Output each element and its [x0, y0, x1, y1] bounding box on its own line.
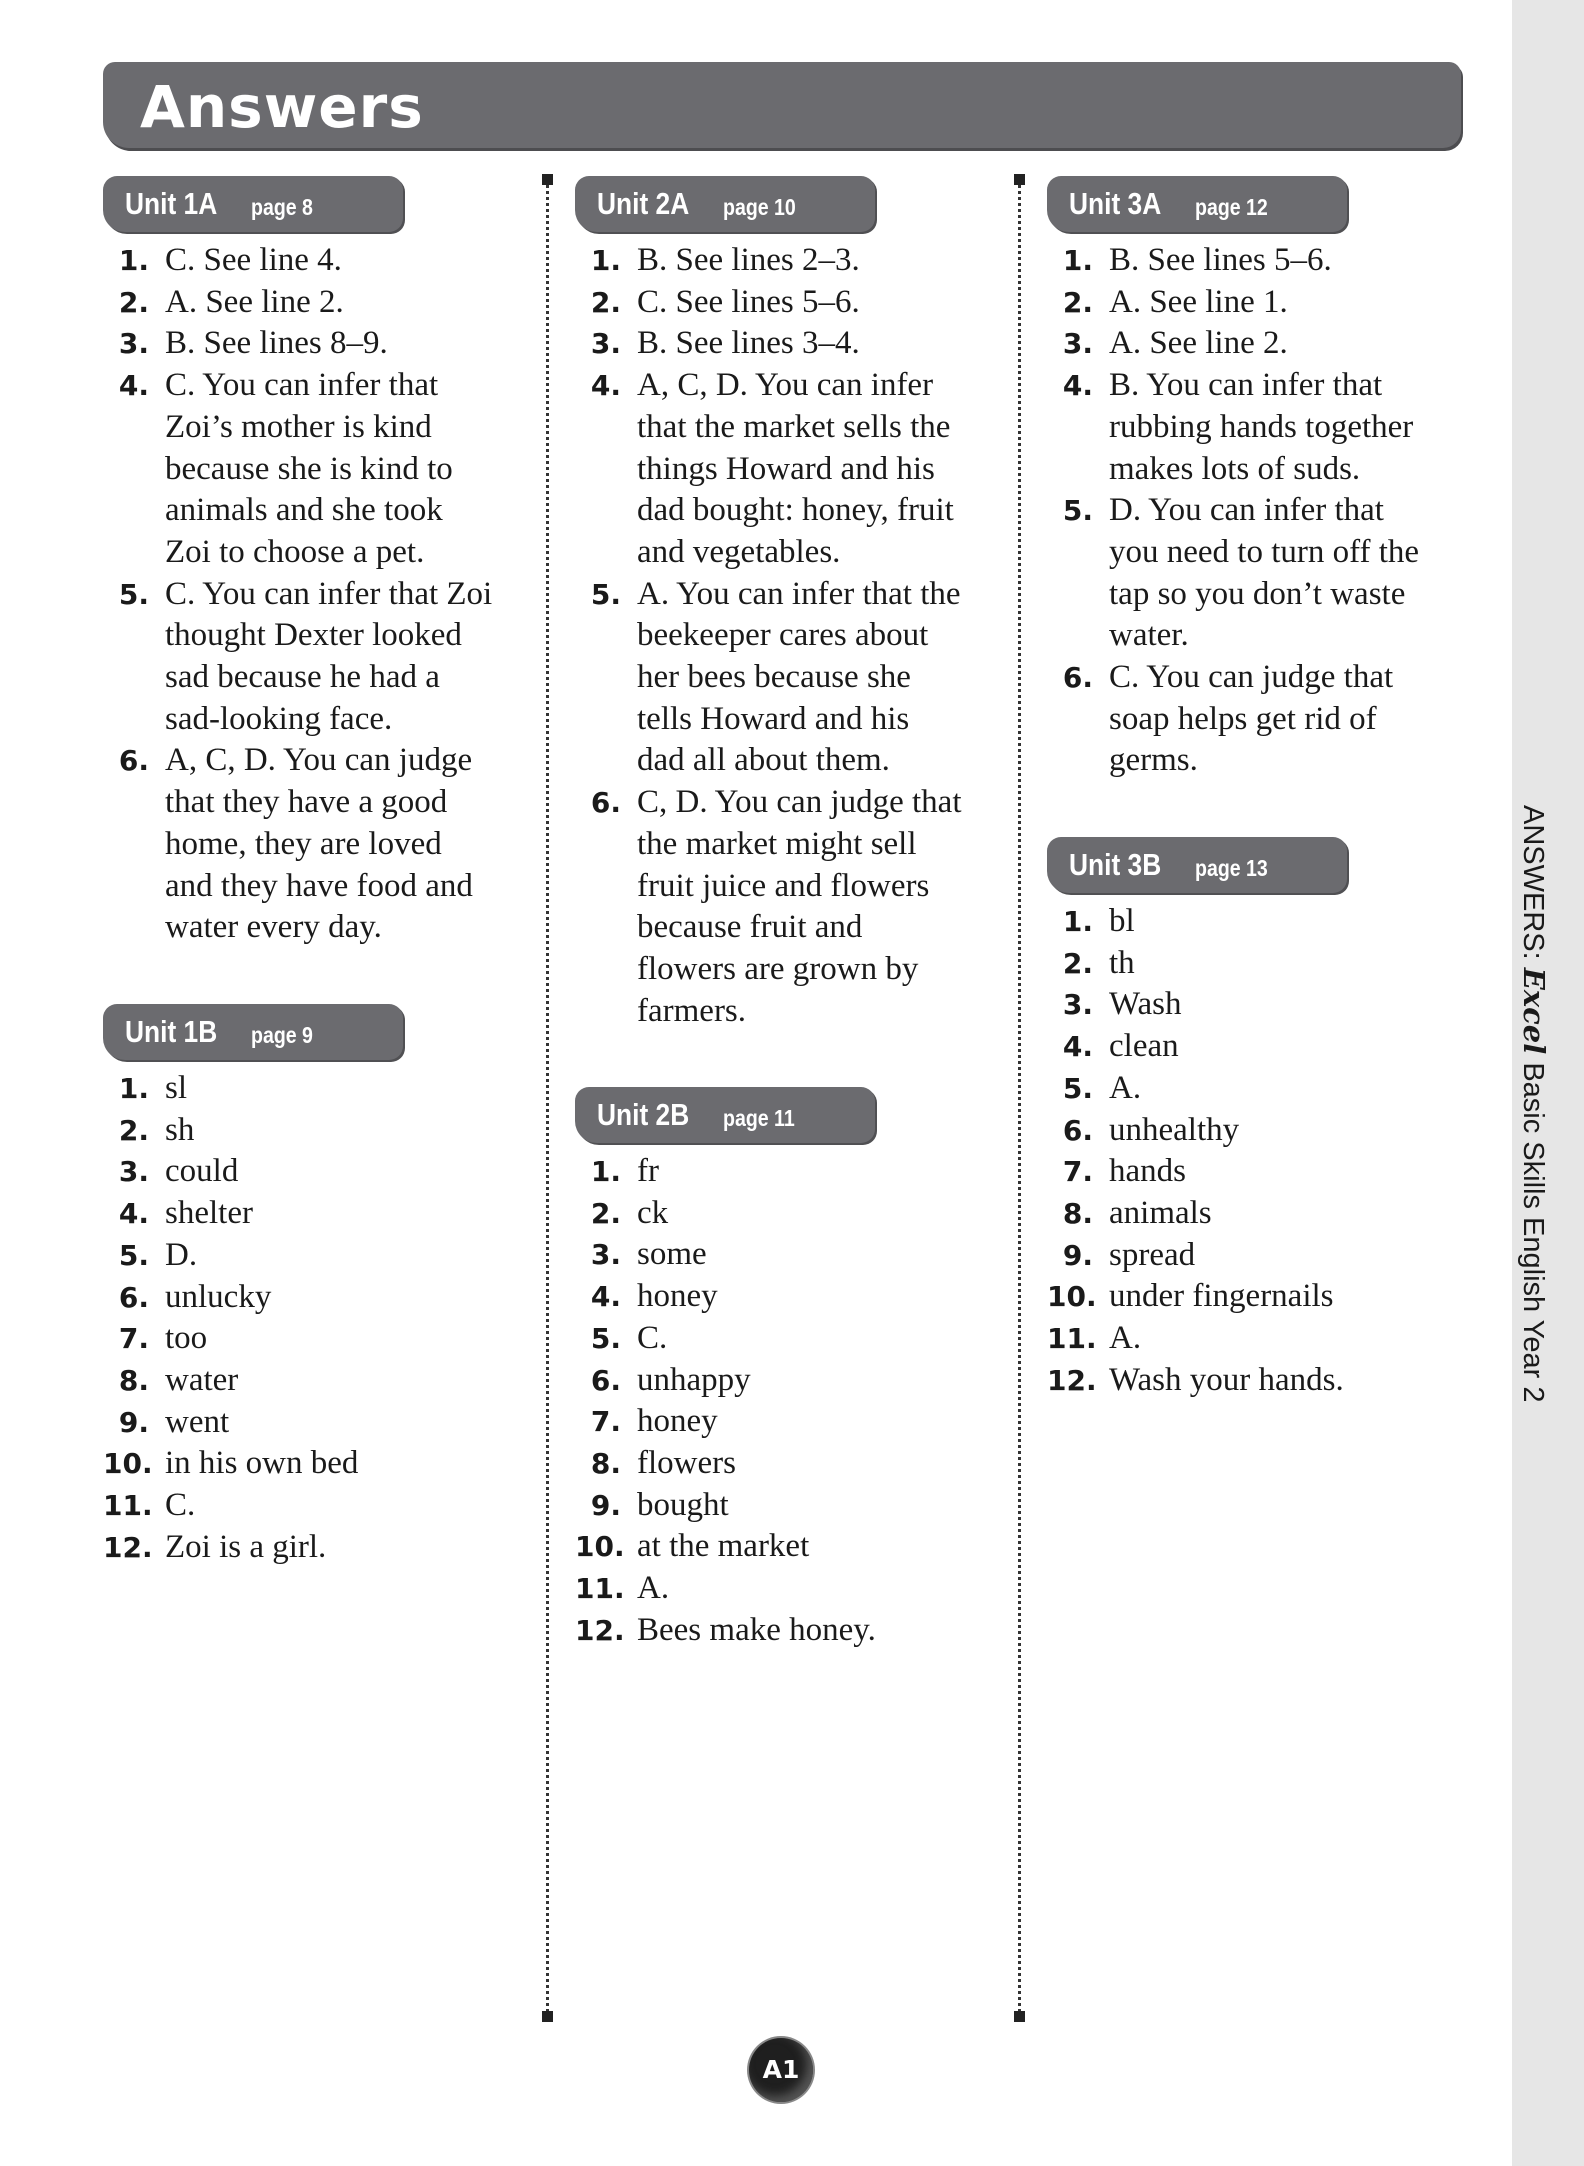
answer-list [1047, 901, 1467, 1401]
answer-number: 6. [1062, 661, 1093, 695]
answer-text-line: C. See line 4. [165, 242, 342, 278]
answer-text-line: C. You can infer that [165, 367, 439, 404]
answer-item [103, 1443, 523, 1485]
answer-text-line: D. You can infer that [1109, 492, 1384, 529]
answer-text-line: too [165, 1320, 208, 1357]
answer-list [1047, 240, 1467, 782]
answer-text-line: C. You can judge that [1109, 659, 1394, 696]
answer-text-line: tells Howard and his [637, 700, 910, 737]
answer-text-line: C, D. You can judge that [637, 784, 962, 821]
answer-item [1047, 1235, 1467, 1277]
answer-list [103, 240, 523, 949]
answer-item [1047, 1026, 1467, 1068]
unit-header-tab [103, 176, 403, 232]
answer-text-line: fruit juice and flowers [637, 867, 930, 904]
answer-number: 1. [1062, 244, 1093, 277]
answer-text-line: Wash [1109, 986, 1182, 1023]
answer-text-line: spread [1109, 1236, 1196, 1273]
answer-number: 8. [118, 1363, 149, 1397]
answer-text-line: A. [637, 1570, 670, 1607]
answer-item [1047, 1151, 1467, 1193]
answer-item [103, 1235, 523, 1277]
answer-text-line: Zoi to choose a pet. [165, 533, 425, 570]
answer-item [575, 1276, 995, 1318]
answer-number: 4. [590, 369, 621, 403]
unit-page-ref: page 8 [251, 194, 313, 220]
answer-number: 6. [118, 744, 149, 778]
answer-text-line: bl [1109, 903, 1135, 939]
answer-number: 2. [118, 285, 149, 319]
answer-number: 5. [590, 577, 621, 611]
answer-item [575, 240, 995, 282]
answer-item [103, 365, 523, 574]
answer-text-line: bought [637, 1486, 729, 1523]
unit-page-ref: page 9 [251, 1022, 313, 1048]
answer-text-line: went [165, 1403, 230, 1440]
answer-number: 4. [118, 369, 149, 403]
unit-page-ref: page 10 [723, 194, 796, 220]
answer-item [1047, 282, 1467, 324]
answer-item [103, 1068, 523, 1110]
answer-text-line: C. See lines 5–6. [637, 283, 860, 320]
answer-text-line: under fingernails [1109, 1278, 1334, 1315]
answer-text-line: C. [165, 1487, 196, 1524]
answer-item [1047, 1193, 1467, 1235]
answer-item [1047, 943, 1467, 985]
answer-text-line: in his own bed [165, 1445, 359, 1482]
answer-text-line: thought Dexter looked [165, 617, 462, 654]
column-divider [1018, 178, 1021, 2018]
answer-text-line: hands [1109, 1153, 1186, 1190]
answer-number: 1. [590, 1155, 621, 1188]
answer-item [103, 740, 523, 949]
answer-item [575, 782, 995, 1032]
answer-number: 4. [590, 1280, 621, 1314]
page-number-badge: A1 [749, 2038, 813, 2102]
answer-item [1047, 901, 1467, 943]
answer-item [103, 1402, 523, 1444]
answer-text-line: A. See line 1. [1109, 283, 1288, 320]
answer-item [103, 1318, 523, 1360]
unit-page-ref: page 11 [723, 1105, 795, 1131]
answer-text-line: A, C, D. You can judge [165, 742, 473, 779]
answer-item [575, 1151, 995, 1193]
answer-number: 8. [590, 1446, 621, 1480]
answer-number: 6. [590, 1363, 621, 1397]
answer-item [103, 240, 523, 282]
answer-number: 3. [118, 327, 149, 361]
answer-text-line: that the market sells the [637, 408, 951, 445]
answer-text-line: rubbing hands together [1109, 408, 1414, 445]
answer-text-line: some [637, 1236, 707, 1273]
answer-number: 12. [575, 1613, 625, 1647]
answer-number: 4. [1062, 369, 1093, 403]
answer-item [575, 1234, 995, 1276]
answer-number: 8. [1062, 1196, 1093, 1230]
answer-item [103, 1527, 523, 1569]
answer-item [575, 1193, 995, 1235]
answer-text-line: her bees because she [637, 659, 911, 696]
answer-number: 5. [118, 577, 149, 611]
answer-number: 6. [1062, 1113, 1093, 1147]
answer-item [575, 1401, 995, 1443]
answer-item [575, 1485, 995, 1527]
unit-header-tab [1047, 176, 1347, 232]
answer-number: 10. [1047, 1280, 1097, 1314]
answer-text-line: water [165, 1361, 239, 1398]
answer-section [103, 176, 523, 949]
answer-item [575, 1318, 995, 1360]
answer-text-line: because fruit and [637, 909, 863, 946]
answer-text-line: could [165, 1153, 239, 1190]
answer-item [575, 574, 995, 783]
answer-text-line: sad-looking face. [165, 700, 393, 737]
answer-text-line: th [1109, 944, 1135, 981]
answer-text-line: Wash your hands. [1109, 1361, 1344, 1398]
answer-item [1047, 365, 1467, 490]
answer-item [103, 1151, 523, 1193]
answer-number: 3. [118, 1155, 149, 1189]
answer-text-line: honey [637, 1403, 718, 1440]
answer-text-line: D. [165, 1236, 198, 1273]
answer-number: 5. [590, 1321, 621, 1355]
answer-number: 1. [118, 244, 149, 277]
answer-text-line: water. [1109, 617, 1189, 654]
answer-text-line: germs. [1109, 742, 1198, 779]
answer-text-line: A. See line 2. [1109, 325, 1288, 362]
answer-text-line: and vegetables. [637, 533, 841, 570]
running-footer [1517, 805, 1551, 1403]
answer-number: 9. [590, 1488, 621, 1522]
answer-number: 3. [590, 1238, 621, 1272]
answer-text-line: because she is kind to [165, 450, 453, 487]
answer-text-line: sl [165, 1070, 188, 1106]
answer-text-line: that they have a good [165, 784, 448, 821]
answer-section [575, 1087, 995, 1651]
answer-text-line: water every day. [165, 909, 382, 946]
answer-number: 3. [590, 327, 621, 361]
answer-number: 7. [1062, 1155, 1093, 1189]
answer-text-line: A. You can infer that the [637, 575, 961, 612]
page-title: Answers [140, 73, 424, 141]
answer-text-line: the market might sell [637, 825, 917, 862]
brand-name: Excel [1517, 967, 1551, 1055]
answer-text-line: clean [1109, 1028, 1179, 1065]
answer-number: 3. [1062, 327, 1093, 361]
answer-text-line: things Howard and his [637, 450, 935, 487]
answer-item [103, 1277, 523, 1319]
running-footer-prefix: ANSWERS: [1517, 805, 1549, 968]
answer-list [575, 1151, 995, 1651]
answer-item [575, 323, 995, 365]
answer-item [103, 1485, 523, 1527]
unit-page-ref: page 13 [1195, 855, 1268, 881]
answer-item [103, 1360, 523, 1402]
answer-item [575, 1360, 995, 1402]
answer-text-line: unhealthy [1109, 1111, 1240, 1148]
answer-item [575, 1443, 995, 1485]
answer-number: 2. [590, 1196, 621, 1230]
unit-page-ref: page 12 [1195, 194, 1268, 220]
answer-number: 4. [118, 1197, 149, 1231]
answer-item [575, 1526, 995, 1568]
answer-text-line: and they have food and [165, 867, 473, 904]
answer-number: 2. [590, 285, 621, 319]
answer-item [575, 365, 995, 574]
answer-number: 7. [118, 1322, 149, 1356]
answer-number: 5. [1062, 494, 1093, 528]
unit-name: Unit 3B [1069, 847, 1162, 882]
answer-item [103, 1193, 523, 1235]
answer-list [575, 240, 995, 1032]
answer-item [103, 282, 523, 324]
answer-text-line: A. See line 2. [165, 283, 344, 320]
answer-number: 6. [590, 786, 621, 820]
answer-number: 3. [1062, 988, 1093, 1022]
answer-text-line: makes lots of suds. [1109, 450, 1361, 487]
answer-item [1047, 490, 1467, 657]
answer-item [575, 1568, 995, 1610]
answer-text-line: B. See lines 5–6. [1109, 242, 1332, 278]
answer-text-line: B. You can infer that [1109, 367, 1383, 404]
answer-text-line: sh [165, 1111, 195, 1148]
answer-number: 2. [1062, 946, 1093, 980]
answer-text-line: animals [1109, 1194, 1212, 1231]
answer-text-line: Zoi’s mother is kind [165, 408, 432, 445]
answer-number: 5. [1062, 1071, 1093, 1105]
answer-text-line: tap so you don’t waste [1109, 575, 1406, 612]
unit-name: Unit 1B [125, 1014, 218, 1049]
answer-item [1047, 1360, 1467, 1402]
answer-text-line: honey [637, 1278, 718, 1315]
answer-item [575, 1610, 995, 1652]
answer-list [103, 1068, 523, 1568]
answer-number: 12. [103, 1530, 153, 1564]
answer-text-line: C. [637, 1319, 668, 1356]
answer-number: 7. [590, 1405, 621, 1439]
answer-number: 10. [575, 1530, 625, 1564]
answer-text-line: unhappy [637, 1361, 751, 1398]
answer-item [1047, 1318, 1467, 1360]
answer-text-line: A. [1109, 1069, 1142, 1106]
answer-item [103, 1110, 523, 1152]
answer-text-line: Zoi is a girl. [165, 1528, 327, 1565]
answer-text-line: A. [1109, 1320, 1142, 1357]
answer-item [103, 323, 523, 365]
answer-text-line: A, C, D. You can infer [637, 367, 934, 404]
answer-item [1047, 1276, 1467, 1318]
answer-text-line: you need to turn off the [1109, 533, 1420, 570]
answer-section [103, 1004, 523, 1568]
answer-item [1047, 1110, 1467, 1152]
running-footer-suffix: Basic Skills English Year 2 [1517, 1054, 1549, 1403]
answer-text-line: unlucky [165, 1278, 272, 1315]
answer-text-line: Bees make honey. [637, 1611, 876, 1648]
unit-name: Unit 2A [597, 186, 690, 221]
answer-text-line: B. See lines 3–4. [637, 325, 860, 362]
unit-header-tab [575, 1087, 875, 1143]
answer-text-line: C. You can infer that Zoi [165, 575, 493, 612]
answer-text-line: ck [637, 1194, 669, 1231]
answer-text-line: B. See lines 2–3. [637, 242, 860, 278]
column-divider [546, 178, 549, 2018]
answer-section [1047, 837, 1467, 1401]
answer-text-line: home, they are loved [165, 825, 442, 862]
answer-text-line: flowers are grown by [637, 950, 919, 987]
answer-text-line: beekeeper cares about [637, 617, 929, 654]
answer-text-line: shelter [165, 1195, 253, 1232]
unit-name: Unit 2B [597, 1097, 690, 1132]
answer-section [1047, 176, 1467, 782]
answer-number: 2. [1062, 285, 1093, 319]
unit-name: Unit 3A [1069, 186, 1162, 221]
answer-item [1047, 984, 1467, 1026]
answer-section [575, 176, 995, 1032]
answer-number: 11. [1047, 1322, 1097, 1356]
answer-number: 10. [103, 1447, 153, 1481]
answer-number: 9. [1062, 1238, 1093, 1272]
answer-number: 4. [1062, 1030, 1093, 1064]
answer-item [1047, 323, 1467, 365]
unit-header-tab [575, 176, 875, 232]
answer-number: 11. [575, 1572, 625, 1606]
answer-number: 11. [103, 1489, 153, 1523]
answer-text-line: dad bought: honey, fruit [637, 492, 954, 529]
answer-text-line: fr [637, 1153, 659, 1189]
answer-item [1047, 240, 1467, 282]
answer-text-line: soap helps get rid of [1109, 700, 1377, 737]
unit-name: Unit 1A [125, 186, 218, 221]
answer-text-line: farmers. [637, 992, 747, 1029]
answer-number: 12. [1047, 1363, 1097, 1397]
answer-number: 5. [118, 1238, 149, 1272]
answer-text-line: B. See lines 8–9. [165, 325, 388, 362]
answer-text-line: at the market [637, 1528, 810, 1565]
answer-item [103, 574, 523, 741]
answer-number: 2. [118, 1113, 149, 1147]
unit-header-tab [1047, 837, 1347, 893]
unit-header-tab [103, 1004, 403, 1060]
answer-text-line: flowers [637, 1444, 736, 1481]
answer-text-line: dad all about them. [637, 742, 890, 779]
answer-item [575, 282, 995, 324]
answer-item [1047, 1068, 1467, 1110]
answer-number: 1. [1062, 905, 1093, 938]
answer-number: 9. [118, 1405, 149, 1439]
answer-item [1047, 657, 1467, 782]
answer-number: 6. [118, 1280, 149, 1314]
answer-text-line: sad because he had a [165, 659, 440, 696]
answer-number: 1. [118, 1072, 149, 1105]
answer-text-line: animals and she took [165, 492, 443, 529]
answer-number: 1. [590, 244, 621, 277]
